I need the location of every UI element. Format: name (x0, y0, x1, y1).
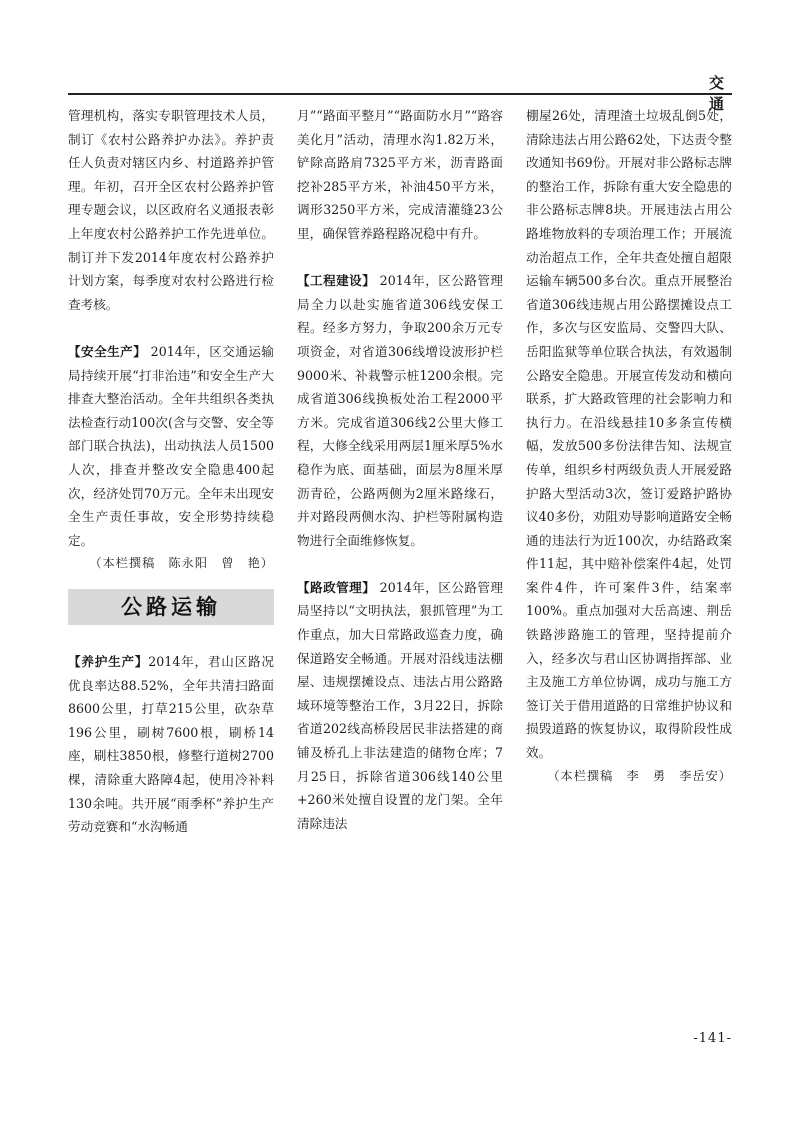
paragraph-maintenance-continued: 月”“路面平整月”“路面防水月”“路容美化月”活动，清理水沟1.82万米，铲除高路肩7325平方米，沥青路面挖补285平方米，补油450平方米，调形3250平方米，完成清灌缝23公里，确保管养路程路况稳中有升。 (297, 108, 503, 241)
author-credit-2: （本栏撰稿 李 勇 李岳安） (547, 768, 732, 783)
page-number: -141- (693, 1031, 732, 1046)
column-3 (526, 104, 732, 788)
column-1 (68, 104, 274, 576)
column-2 (297, 104, 503, 835)
paragraph-rural-road-management: 管理机构，落实专职管理技术人员，制订《农村公路养护办法》。养护责任人负责对辖区内乡、村道路养护管理。年初，召开全区农村公路养护管理专题会议，以区政府名义通报表彰上年度农村公路养护工作先进单位。制订并下发2014年度农村公路养护计划方案，每季度对农村公路进行检查考核。 (68, 108, 274, 312)
maintenance-production-text: 2014年，君山区路况优良率达88.52%，全年共清扫路面8600公里，打草215公里，砍杂草196公里，刷树7600根，刷桥14座，刷柱3850根，修整行道树2700棵，清除重大路障4起，使用冷补料130余吨。共开展“雨季杯”养护生产劳动竞赛和“水沟畅通 (68, 654, 274, 835)
engineering-construction-text: 2014年，区公路管理局全力以赴实施省道306线安保工程。经多方努力，争取200余万元专项资金，对省道306线增设波形护栏9000米、补栽警示桩1200余根。完成省道306线换板处治工程2000平方米。完成省道306线2公里大修工程，大修全线采用两层1厘米厚5%水稳作为底、面基础，面层为8厘米厚沥青砼，公路两侧为2厘米路缘石，并对路段两侧水沟、护栏等附属构造物进行全面维修恢复。 (297, 273, 503, 548)
safety-production-tag: 【安全生产】 (68, 343, 147, 359)
paragraph-administration-continued: 棚屋26处，清理渣土垃圾乱倒5处，清除违法占用公路62处，下达责令整改通知书69份。开展对非公路标志牌的整治工作，拆除有重大安全隐患的非公路标志牌8块。开展违法占用公路堆物放料的专项治理工作；开展流动治超点工作，全年共查处擅自超限运输车辆500多台次。重点开展整治省道306线违规占用公路摆摊设点工作，多次与区安监局、交警四大队、岳阳监狱等单位联合执法，有效遏制公路安全隐患。开展宣传发动和横向联系，扩大路政管理的社会影响力和执行力。在沿线悬挂10多条宣传横幅，发放500多份法律告知、法规宣传单，组织乡村两级负责人开展爱路护路大型活动3次，签订爱路护路协议40多份，劝阻劝导影响道路安全畅通的违法行为近100次，办结路政案件11起，其中赔补偿案件4起，处罚案件4件，许可案件3件，结案率100%。重点加强对大岳高速、荆岳铁路涉路施工的管理，坚持提前介入，经多次与君山区协调指挥部、业主及施工方单位协调，成功与施工方签订关于借用道路的日常维护协议和损毁道路的恢复协议，取得阶段性成效。 (526, 108, 732, 761)
column-1-lower (68, 650, 274, 839)
maintenance-production-tag: 【养护生产】 (68, 654, 149, 669)
engineering-construction-tag: 【工程建设】 (297, 273, 376, 289)
paragraph-safety-production (68, 340, 274, 552)
road-administration-text: 2014年，区公路管理局坚持以“文明执法，狠抓管理”为工作重点，加大日常路政巡查力度，确保道路安全畅通。开展对沿线违法棚屋、违规摆摊设点、违法占用公路路域环境等整治工作，3月22日，拆除省道202线高桥段居民非法搭建的商铺及桥孔上非法建造的储物仓库；7月25日，拆除省道306线140公里+260米处擅自设置的龙门架。全年清除违法 (297, 579, 503, 831)
author-credit-1: （本栏撰稿 陈永阳 曾 艳） (89, 556, 274, 571)
header-rule (68, 93, 732, 95)
section-title-banner: 公路运输 (68, 589, 274, 625)
safety-production-text: 2014年，区交通运输局持续开展“打非治违”和安全生产大排查大整治活动。全年共组织各类执法检查行动100次(含与交警、安全等部门联合执法)，出动执法人员1500人次，排查并整改安全隐患400起次，经济处罚70万元。全年未出现安全生产责任事故，安全形势持续稳定。 (68, 343, 274, 548)
running-header-section: 交 通 (708, 74, 756, 113)
paragraph-maintenance-production (68, 650, 274, 839)
road-administration-tag: 【路政管理】 (297, 579, 376, 595)
paragraph-engineering-construction (297, 269, 503, 552)
paragraph-road-administration (297, 576, 503, 836)
